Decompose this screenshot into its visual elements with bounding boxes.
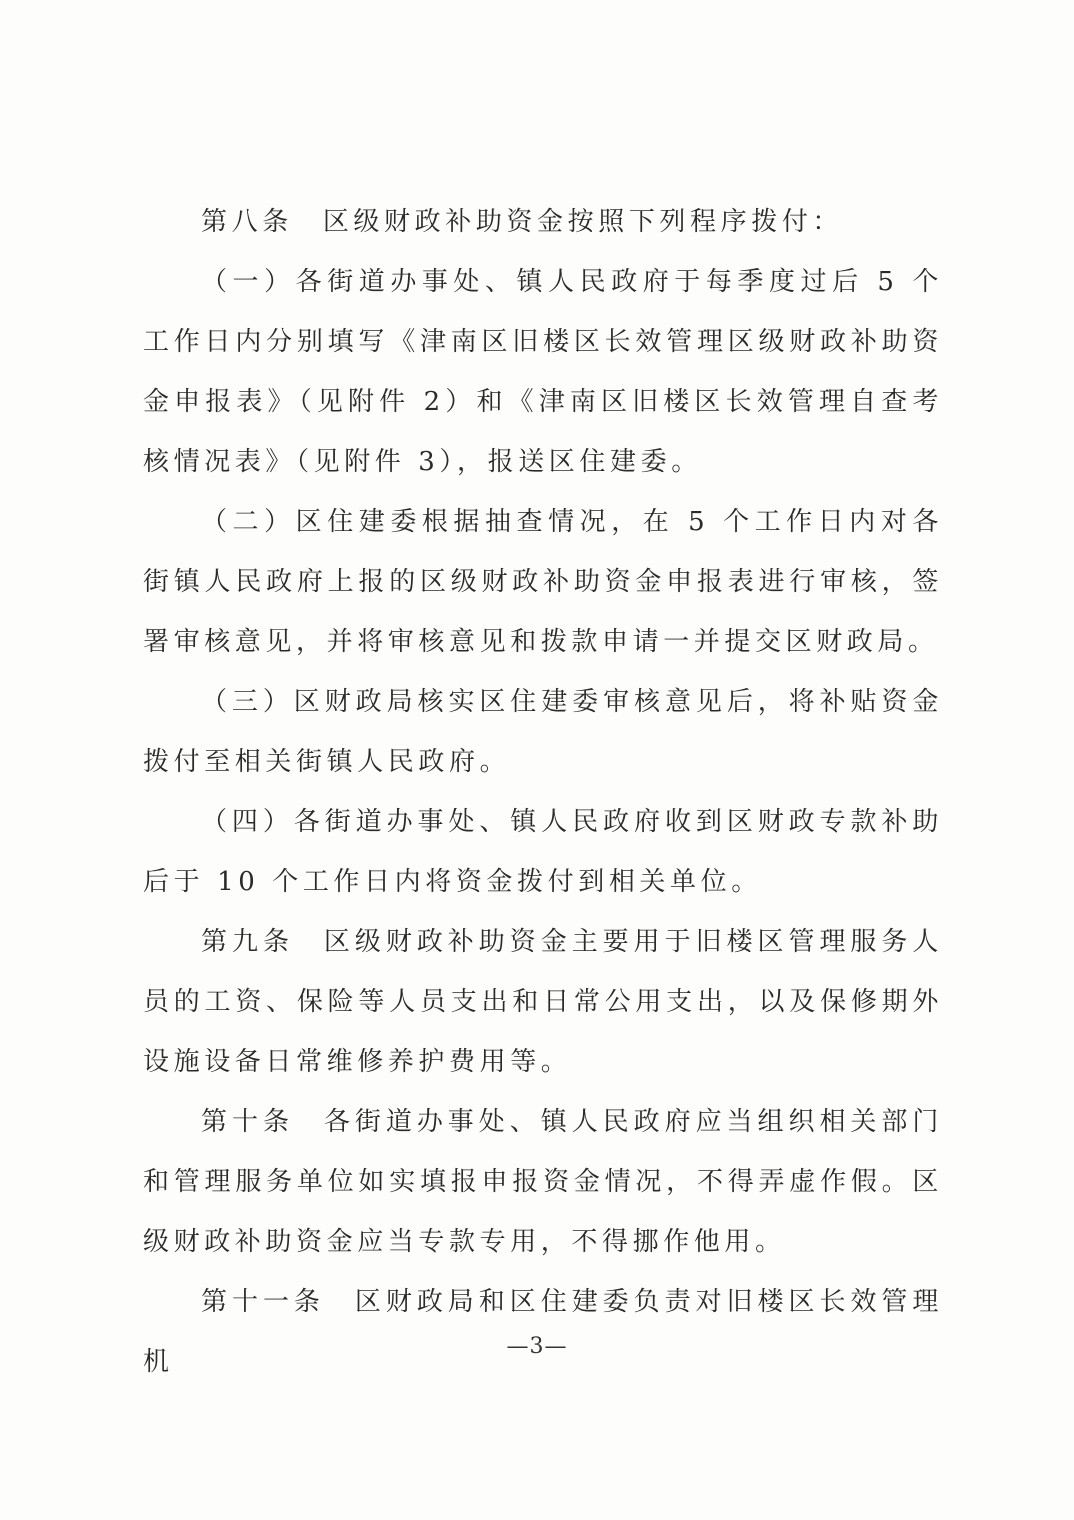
article-8-item-3 — [143, 672, 943, 792]
paragraph-text: 区级财政补助资金主要用于旧楼区管理服务人员的工资、保险等人员支出和日常公用支出，以及保修期外设施设备日常维修养护费用等。 — [143, 927, 943, 1077]
article-label: 第八条 — [201, 207, 293, 237]
paragraph-text: 区财政局和区住建委负责对旧楼区长效管理机 — [143, 1287, 943, 1377]
article-label: 第十一条 — [201, 1287, 325, 1317]
paragraph-text: （四）各街道办事处、镇人民政府收到区财政专款补助后于 10 个工作日内将资金拨付到相关单位。 — [143, 807, 943, 897]
paragraph-text: （一）各街道办事处、镇人民政府于每季度过后 5 个工作日内分别填写《津南区旧楼区长效管理区级财政补助资金申报表》（见附件 2）和《津南区旧楼区长效管理自查考核情况表》（见附件 3），报送区住建委。 — [143, 267, 943, 477]
article-8-item-1 — [143, 252, 943, 492]
document-body — [143, 192, 943, 1392]
paragraph-text: （二）区住建委根据抽查情况，在 5 个工作日内对各街镇人民政府上报的区级财政补助资金申报表进行审核，签署审核意见，并将审核意见和拨款申请一并提交区财政局。 — [143, 507, 943, 657]
paragraph-text: （三）区财政局核实区住建委审核意见后，将补贴资金拨付至相关街镇人民政府。 — [143, 687, 943, 777]
article-9 — [143, 912, 943, 1092]
article-8 — [143, 192, 943, 252]
article-11 — [143, 1272, 943, 1392]
article-label: 第九条 — [201, 927, 294, 957]
paragraph-text: 各街道办事处、镇人民政府应当组织相关部门和管理服务单位如实填报申报资金情况，不得弄虚作假。区级财政补助资金应当专款专用，不得挪作他用。 — [143, 1107, 943, 1257]
article-10 — [143, 1092, 943, 1272]
article-8-item-4 — [143, 792, 943, 912]
paragraph-text: 区级财政补助资金按照下列程序拨付： — [322, 207, 844, 237]
article-label: 第十条 — [201, 1107, 294, 1137]
article-8-item-2 — [143, 492, 943, 672]
page-number: —3— — [506, 1334, 568, 1359]
